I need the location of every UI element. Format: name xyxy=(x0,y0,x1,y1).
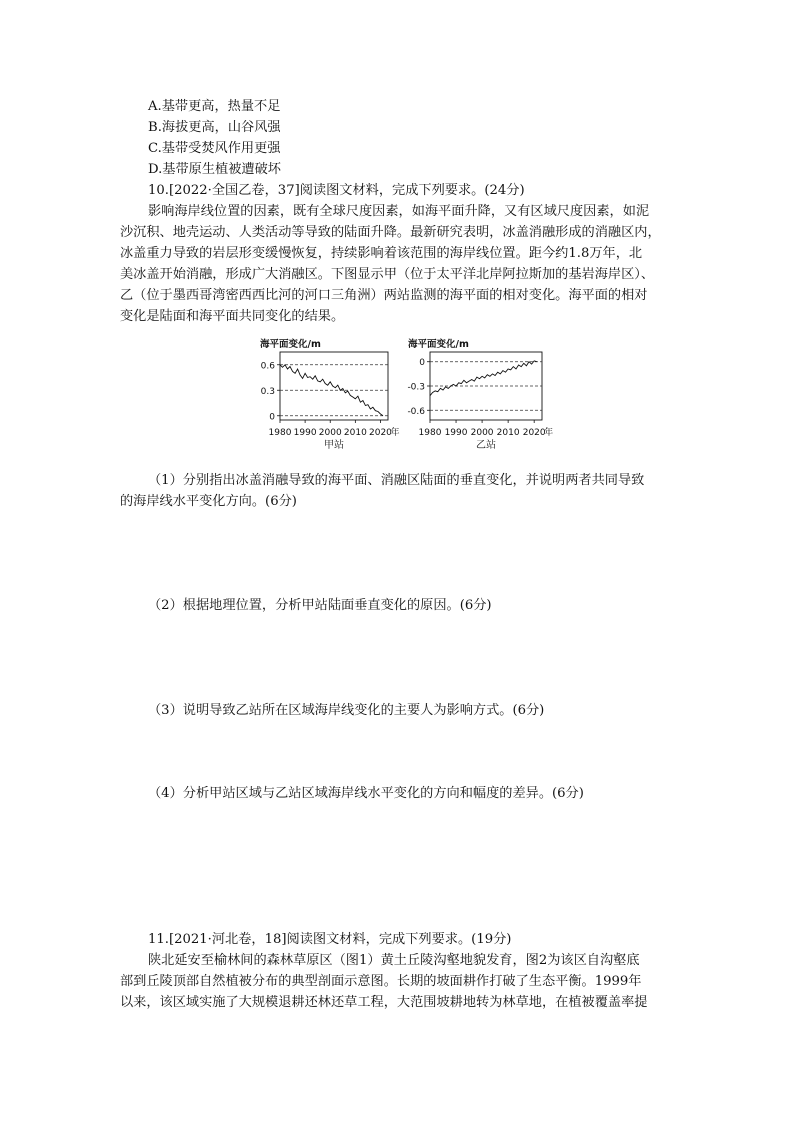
question-11-header: 11.[2021·河北卷，18]阅读图文材料，完成下列要求。(19分) xyxy=(148,932,512,947)
chart-title: 乙站 xyxy=(476,440,496,451)
q10-sub1-line: 的海岸线水平变化方向。(6分) xyxy=(120,494,297,509)
chart-jia-svg xyxy=(256,336,406,462)
q11-paragraph-line: 部到丘陵顶部自然植被分布的典型剖面示意图。长期的坡面耕作打破了生态平衡。1999年 xyxy=(120,974,642,989)
x-tick-label: 2000 xyxy=(318,428,342,438)
chart-title: 甲站 xyxy=(324,440,344,451)
x-tick-label: 1980 xyxy=(268,428,292,438)
q10-paragraph-line: 美冰盖开始消融，形成广大消融区。下图显示甲（位于太平洋北岸阿拉斯加的基岩海岸区）、 xyxy=(120,267,655,282)
x-tick-label: 1980 xyxy=(418,428,442,438)
y-tick-label: 0 xyxy=(269,412,275,423)
x-tick-label: 2020 xyxy=(522,428,546,438)
q10-sub1-line: （1）分别指出冰盖消融导致的海平面、消融区陆面的垂直变化，并说明两者共同导致 xyxy=(148,473,645,488)
y-axis-label: 海平面变化/m xyxy=(260,339,321,350)
q10-paragraph-line: 影响海岸线位置的因素，既有全球尺度因素，如海平面升降，又有区域尺度因素，如泥 xyxy=(148,204,650,219)
x-tick-label: 2000 xyxy=(470,428,494,438)
option-c: C.基带受焚风作用更强 xyxy=(148,141,281,156)
x-tick-label: 2010 xyxy=(343,428,367,438)
x-tick-label: 1990 xyxy=(444,428,468,438)
q10-paragraph-line: 乙（位于墨西哥湾密西西比河的河口三角洲）两站监测的海平面的相对变化。海平面的相对 xyxy=(120,288,648,303)
q10-sub4: （4）分析甲站区域与乙站区域海岸线水平变化的方向和幅度的差异。(6分) xyxy=(148,786,584,801)
q11-paragraph-line: 陕北延安至榆林间的森林草原区（图1）黄土丘陵沟壑地貌发育，图2为该区自沟壑底 xyxy=(148,953,640,968)
x-tick-label: 2010 xyxy=(496,428,520,438)
x-axis-unit: 年 xyxy=(390,428,400,438)
q10-paragraph-line: 冰盖重力导致的岩层形变缓慢恢复，持续影响着该范围的海岸线位置。距今约1.8万年，北 xyxy=(120,246,643,261)
y-tick-label: 0 xyxy=(419,358,425,369)
series-line xyxy=(430,361,537,396)
y-tick-label: -0.6 xyxy=(407,406,425,417)
chart-yi-station xyxy=(404,336,564,466)
q10-paragraph-line: 沙沉积、地壳运动、人类活动等导致的陆面升降。最新研究表明，冰盖消融形成的消融区内， xyxy=(120,225,661,240)
q11-paragraph-line: 以来，该区域实施了大规模退耕还林还草工程，大范围坡耕地转为林草地，在植被覆盖率提 xyxy=(120,995,648,1010)
y-tick-label: 0.6 xyxy=(260,361,275,372)
q10-sub2: （2）根据地理位置，分析甲站陆面垂直变化的原因。(6分) xyxy=(148,598,492,613)
question-10-header: 10.[2022·全国乙卷，37]阅读图文材料，完成下列要求。(24分) xyxy=(148,183,525,198)
chart-yi-svg xyxy=(404,336,564,462)
x-tick-label: 2020 xyxy=(369,428,392,438)
option-a: A.基带更高，热量不足 xyxy=(148,99,281,114)
option-b: B.海拔更高，山谷风强 xyxy=(148,120,281,135)
y-tick-label: 0.3 xyxy=(260,386,275,397)
option-d: D.基带原生植被遭破坏 xyxy=(148,162,281,177)
chart-jia-station xyxy=(256,336,406,466)
x-tick-label: 1990 xyxy=(293,428,317,438)
plot-frame xyxy=(280,352,388,420)
q10-sub3: （3）说明导致乙站所在区域海岸线变化的主要人为影响方式。(6分) xyxy=(148,703,545,718)
q10-paragraph-line: 变化是陆面和海平面共同变化的结果。 xyxy=(120,309,345,324)
y-axis-label: 海平面变化/m xyxy=(408,339,469,350)
y-tick-label: -0.3 xyxy=(407,382,425,393)
x-axis-unit: 年 xyxy=(544,428,554,438)
